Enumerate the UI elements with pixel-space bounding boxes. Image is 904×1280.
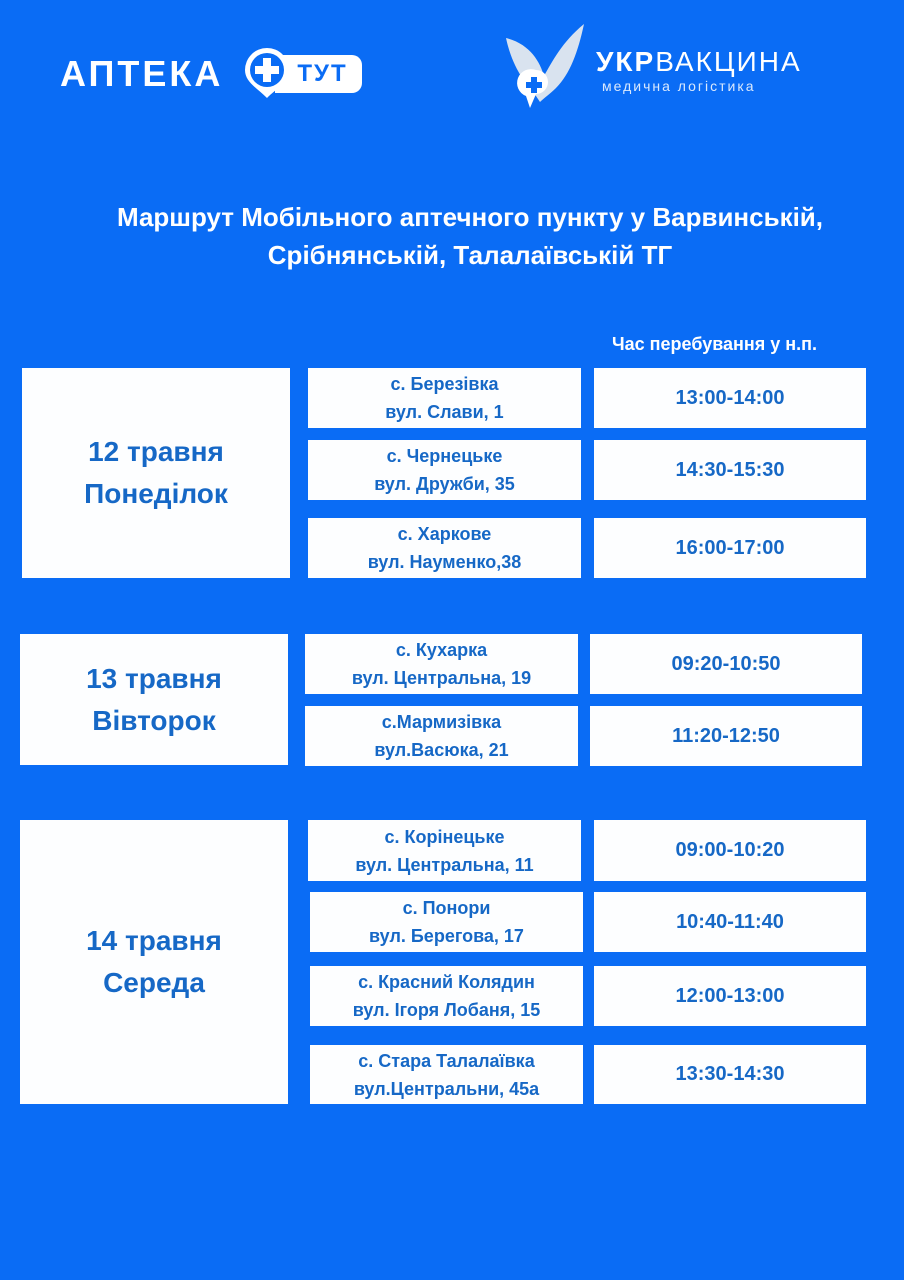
apteka-tut-logo	[60, 46, 362, 102]
day-date: 14 травня	[86, 925, 222, 956]
stop-address	[305, 634, 578, 694]
title-line-1: Маршрут Мобільного аптечного пункту у Варвинській,	[116, 202, 824, 232]
stop-street: вул.Центральни, 45а	[353, 1078, 540, 1099]
stop-address	[308, 820, 581, 881]
stop-village: с. Березівка	[390, 374, 499, 394]
ukr-word: УКР	[596, 46, 656, 77]
stop-address	[310, 966, 583, 1026]
stop-street: вул. Центральна, 11	[355, 854, 534, 875]
day-card-12-may	[22, 368, 290, 578]
stop-village: с. Кухарка	[395, 640, 488, 660]
vakcyna-word: ВАКЦИНА	[655, 46, 802, 77]
day-date: 12 травня	[88, 436, 224, 467]
stop-street: вул. Дружби, 35	[374, 474, 515, 494]
stop-street: вул.Васюка, 21	[374, 740, 509, 760]
stop-time: 13:00-14:00	[594, 368, 866, 428]
day-weekday: Середа	[103, 967, 205, 998]
stop-address	[310, 892, 583, 952]
stop-street: вул. Слави, 1	[385, 402, 504, 422]
stop-address	[310, 1045, 583, 1104]
stop-village: с. Красний Колядин	[358, 972, 535, 992]
stop-village: с.Мармизівка	[381, 712, 502, 732]
stop-village: с. Чернецьке	[386, 446, 503, 466]
tut-badge: ТУТ	[275, 55, 361, 93]
apteka-word: АПТЕКА	[60, 53, 224, 94]
page-title	[40, 198, 900, 274]
stop-street: вул. Ігоря Лобаня, 15	[352, 1000, 541, 1020]
stop-time: 09:00-10:20	[594, 820, 866, 881]
dove-icon	[500, 22, 590, 118]
stop-street: вул. Науменко,38	[367, 552, 522, 572]
stop-time: 13:30-14:30	[594, 1045, 866, 1104]
title-line-2: Срібнянській, Талалаївській ТГ	[267, 240, 673, 270]
stop-time: 10:40-11:40	[594, 892, 866, 952]
stop-village: с. Корінецьке	[384, 826, 505, 847]
stop-time: 12:00-13:00	[594, 966, 866, 1026]
stop-time: 16:00-17:00	[594, 518, 866, 578]
day-weekday: Вівторок	[92, 704, 216, 736]
stop-address	[308, 440, 581, 500]
day-weekday: Понеділок	[84, 478, 228, 509]
pharmacy-cross-icon	[239, 46, 295, 102]
stop-address	[308, 518, 581, 578]
stop-village: с. Понори	[402, 898, 491, 918]
logo-subtitle: медична логістика	[602, 78, 756, 94]
time-column-header: Час перебування у н.п.	[612, 334, 818, 354]
ukrvakcyna-logo	[500, 22, 802, 118]
stop-village: с. Стара Талалаївка	[358, 1050, 535, 1071]
day-date: 13 травня	[86, 662, 222, 694]
stop-time: 09:20-10:50	[590, 634, 862, 694]
stop-time: 14:30-15:30	[594, 440, 866, 500]
day-card-13-may	[20, 634, 288, 765]
day-card-14-may	[20, 820, 288, 1104]
stop-address	[305, 706, 578, 766]
stop-street: вул. Берегова, 17	[369, 926, 524, 946]
stop-time: 11:20-12:50	[590, 706, 862, 766]
stop-street: вул. Центральна, 19	[351, 668, 532, 688]
stop-address	[308, 368, 581, 428]
stop-village: с. Харкове	[397, 524, 492, 544]
